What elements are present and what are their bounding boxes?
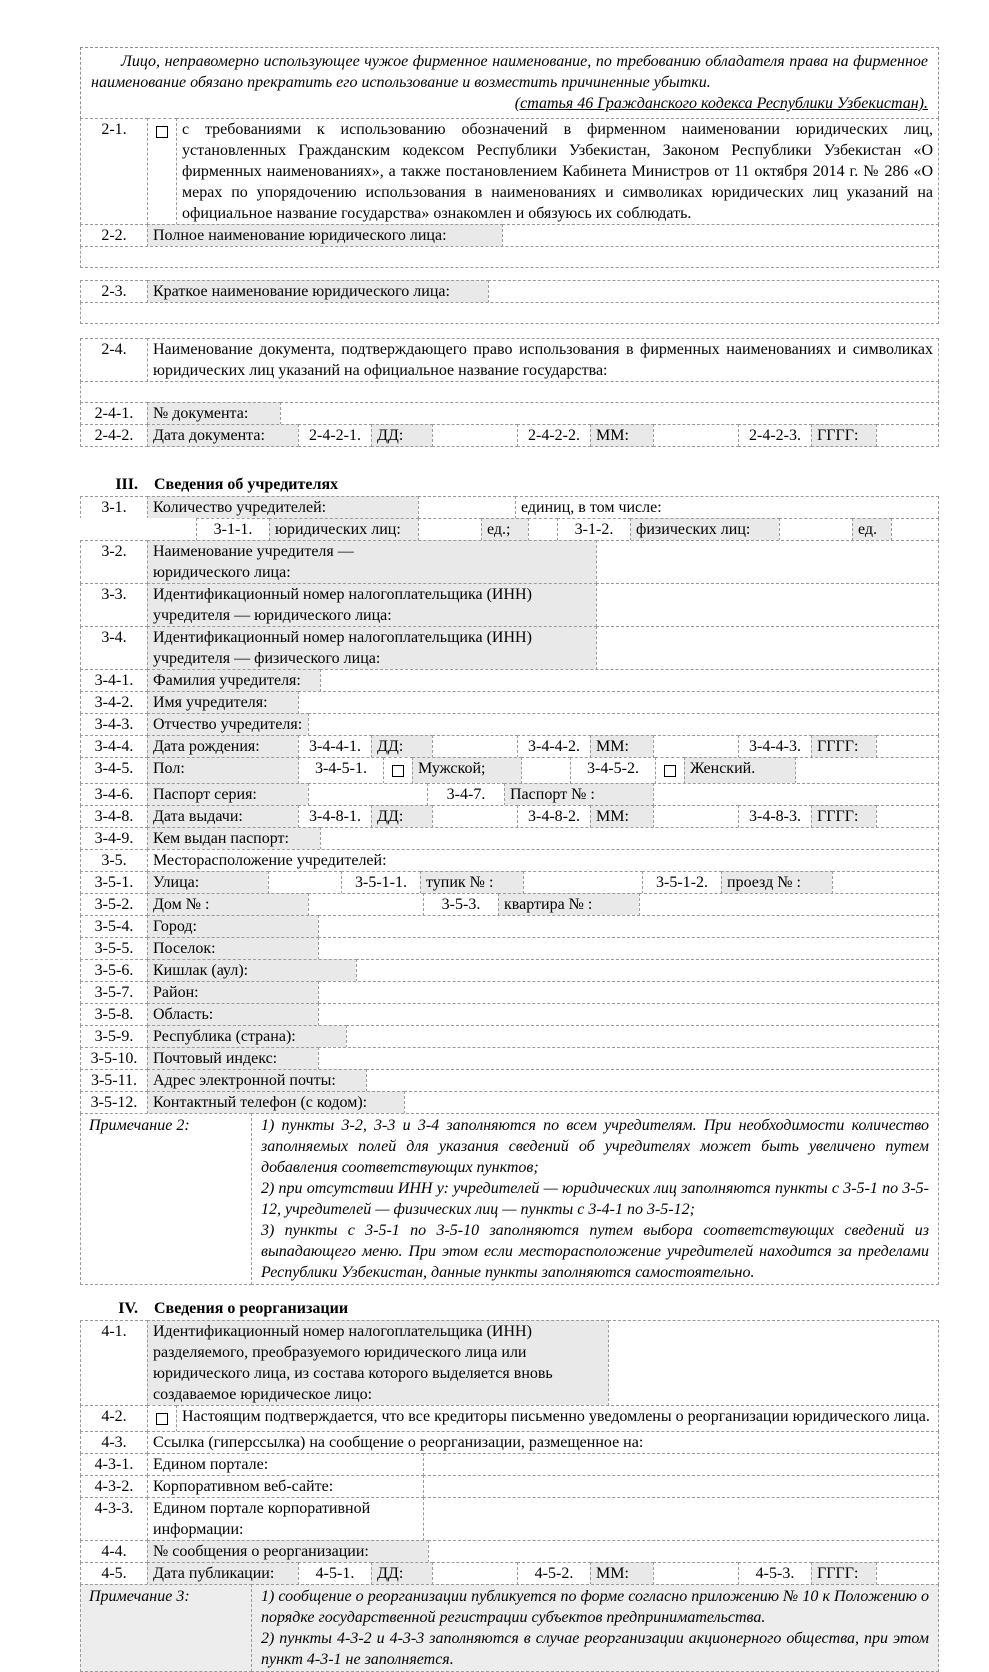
field-label: Дата рождения: <box>147 735 299 758</box>
sub-number: 3-4-5-1. <box>298 757 384 784</box>
row-number: 3-5-7. <box>80 981 148 1004</box>
form-row-3-5-12 <box>80 1091 939 1114</box>
row-number: 3-2. <box>80 540 148 584</box>
individuals-label: физических лиц: <box>630 518 780 541</box>
district-label: Район: <box>147 981 319 1004</box>
month-label: ММ: <box>590 805 654 828</box>
form-row-2-4-2 <box>80 424 939 447</box>
form-row-3-5-2 <box>80 893 939 916</box>
form-row-4-3-3 <box>80 1497 939 1541</box>
input-founder-firstname[interactable] <box>298 691 939 714</box>
input-full-name-line2[interactable] <box>80 246 939 268</box>
section-4-heading <box>80 1297 939 1320</box>
form-row-4-1 <box>80 1320 939 1406</box>
form-row-3-4-5 <box>80 757 939 784</box>
row-number: 3-1. <box>80 496 148 519</box>
sub-number: 2-4-2-2. <box>517 424 591 447</box>
row-number: 3-4-3. <box>80 713 148 736</box>
input-settlement[interactable] <box>318 937 939 960</box>
note-item: 2) пункты 4-3-2 и 4-3-3 заполняются в случае реорганизации акционерного общества, при этом пункт 4-3-1 не заполняется. <box>261 1630 929 1668</box>
year-label: ГГГГ: <box>811 735 877 758</box>
input-founder-patronymic[interactable] <box>308 713 939 736</box>
sub-number: 3-1-1. <box>196 518 270 541</box>
empty-cell <box>80 518 148 541</box>
country-label: Республика (страна): <box>147 1025 347 1048</box>
row-number: 3-4-5. <box>80 757 148 784</box>
input-single-portal-link[interactable] <box>423 1453 939 1476</box>
region-label: Область: <box>147 1003 319 1026</box>
sub-number: 4-5-3. <box>738 1562 812 1585</box>
form-row-4-3-1 <box>80 1453 939 1476</box>
row-number: 3-5-9. <box>80 1025 148 1048</box>
row-number: 3-5. <box>80 849 148 872</box>
corporate-info-portal-label: Едином портале корпоративной информации: <box>147 1497 424 1541</box>
form-row-3-5-6 <box>80 959 939 982</box>
input-founders-count[interactable] <box>418 496 516 519</box>
form-row-4-2 <box>80 1405 939 1432</box>
note-item: 3) пункты с 3-5-1 по 3-5-10 заполняются путем выбора соответствующих сведений из выпадающего меню. При этом если месторасположение учредителей находится за пределами Республики Узбекистан, данные пункты заполняются самостоятельно. <box>261 1222 929 1281</box>
sub-number: 3-4-4-1. <box>298 735 372 758</box>
field-label: Дата публикации: <box>147 1562 299 1585</box>
settlement-label: Поселок: <box>147 937 319 960</box>
sub-number: 3-4-8-3. <box>738 805 812 828</box>
input-issue-month[interactable] <box>653 805 739 828</box>
passport-series-label: Паспорт серия: <box>147 783 309 806</box>
day-label: ДД: <box>371 805 433 828</box>
row-number: 4-4. <box>80 1540 148 1563</box>
sub-number: 3-4-7. <box>427 783 505 806</box>
form-row-4-5 <box>80 1562 939 1585</box>
form-row-4-3-2 <box>80 1475 939 1498</box>
row-number: 3-4. <box>80 626 148 670</box>
form-row-2-1 <box>80 118 939 225</box>
input-full-name[interactable] <box>502 224 939 247</box>
input-founder-surname[interactable] <box>320 669 939 692</box>
female-checkbox[interactable] <box>655 757 685 784</box>
field-label: Идентификационный номер налогоплательщика (ИНН) разделяемого, преобразуемого юридического лица или юридического лица, из состава которого выделяется вновь создаваемое юридическое лицо: <box>147 1320 609 1406</box>
form-row-2-3 <box>80 280 939 303</box>
sub-number: 3-5-3. <box>423 893 499 916</box>
field-label: Имя учредителя: <box>147 691 299 714</box>
preamble-text: Лицо, неправомерно использующее чужое фирменное наименование, по требованию обладателя права на фирменное наименование обязано прекратить его использование и возместить причиненные убытки. <box>91 53 928 91</box>
section-4-block <box>80 1320 939 1672</box>
note-label: Примечание 2: <box>80 1113 252 1285</box>
row-number: 2-3. <box>80 280 148 303</box>
form-row-3-1 <box>80 496 939 519</box>
registration-form-document <box>80 47 939 1672</box>
input-passport-series[interactable] <box>308 783 428 806</box>
field-label: Дата выдачи: <box>147 805 299 828</box>
units-label: единиц, в том числе: <box>515 496 939 519</box>
input-issue-day[interactable] <box>432 805 518 828</box>
form-row-3-5-11 <box>80 1069 939 1092</box>
phone-label: Контактный телефон (с кодом): <box>147 1091 405 1114</box>
form-row-3-5-9 <box>80 1025 939 1048</box>
sub-number: 3-5-1-1. <box>341 871 421 894</box>
form-row-3-4-6 <box>80 783 939 806</box>
month-label: ММ: <box>590 424 654 447</box>
form-row-3-4-3 <box>80 713 939 736</box>
sub-number: 4-5-2. <box>517 1562 591 1585</box>
input-birth-day[interactable] <box>432 735 518 758</box>
house-label: Дом № : <box>147 893 309 916</box>
form-row-2-4 <box>80 338 939 382</box>
hyperlink-heading-label: Ссылка (гиперссылка) на сообщение о реорганизации, размещенное на: <box>147 1431 939 1454</box>
row-number: 3-5-10. <box>80 1047 148 1070</box>
input-postal-code[interactable] <box>318 1047 939 1070</box>
day-label: ДД: <box>371 1562 433 1585</box>
sub-number: 3-1-2. <box>557 518 631 541</box>
input-founder-legal-inn[interactable] <box>596 583 939 627</box>
label-line-2: юридического лица: <box>153 564 291 581</box>
section-3-heading <box>80 473 939 496</box>
form-row-3-5-1 <box>80 871 939 894</box>
sub-number: 3-4-5-2. <box>570 757 656 784</box>
row-number: 4-3-2. <box>80 1475 148 1498</box>
row-number: 3-4-4. <box>80 735 148 758</box>
input-publication-day[interactable] <box>432 1562 518 1585</box>
form-row-3-5-10 <box>80 1047 939 1070</box>
sub-number: 4-5-1. <box>298 1562 372 1585</box>
row-number: 4-5. <box>80 1562 148 1585</box>
input-doc-year[interactable] <box>876 424 939 447</box>
row-number: 3-4-8. <box>80 805 148 828</box>
input-house[interactable] <box>308 893 424 916</box>
input-short-name[interactable] <box>488 280 939 303</box>
year-label: ГГГГ: <box>811 805 877 828</box>
form-row-2-4-1 <box>80 402 939 425</box>
checkbox-icon <box>156 1413 168 1425</box>
city-label: Город: <box>147 915 319 938</box>
input-corporate-info-portal-link[interactable] <box>423 1497 939 1541</box>
location-heading-label: Месторасположение учредителей: <box>147 849 939 872</box>
form-row-3-5-5 <box>80 937 939 960</box>
street-label: Улица: <box>147 871 269 894</box>
row-number: 4-1. <box>80 1320 148 1406</box>
row-number: 3-5-2. <box>80 893 148 916</box>
acknowledge-checkbox[interactable] <box>147 118 177 225</box>
female-label: Женский. <box>684 757 796 784</box>
sub-number: 2-4-2-3. <box>738 424 812 447</box>
empty-cell <box>147 518 197 541</box>
form-row-4-4 <box>80 1540 939 1563</box>
preamble-citation: (статья 46 Гражданского кодекса Республики Узбекистан). <box>514 95 928 112</box>
year-label: ГГГГ: <box>811 1562 877 1585</box>
input-reorg-inn[interactable] <box>608 1320 939 1406</box>
checkbox-icon <box>392 765 404 777</box>
input-corporate-website-link[interactable] <box>423 1475 939 1498</box>
row-number: 3-3. <box>80 583 148 627</box>
row-number: 4-3-3. <box>80 1497 148 1541</box>
form-row-3-5-7 <box>80 981 939 1004</box>
sub-number: 3-4-4-3. <box>738 735 812 758</box>
input-street[interactable] <box>268 871 342 894</box>
field-label: Идентификационный номер налогоплательщика (ИНН) учредителя — физического лица: <box>147 626 597 670</box>
legal-entities-label: юридических лиц: <box>269 518 419 541</box>
male-checkbox[interactable] <box>383 757 413 784</box>
field-label <box>147 540 597 584</box>
field-label: Отчество учредителя: <box>147 713 309 736</box>
input-country[interactable] <box>346 1025 939 1048</box>
input-legal-entities-count[interactable] <box>418 518 482 541</box>
input-village[interactable] <box>356 959 939 982</box>
email-label: Адрес электронной почты: <box>147 1069 367 1092</box>
empty-cell <box>795 757 939 784</box>
section-2-block <box>80 47 939 268</box>
confirmation-text: Настоящим подтверждается, что все кредиторы письменно уведомлены о реорганизации юридического лица. <box>176 1405 939 1432</box>
row-number: 3-4-9. <box>80 827 148 850</box>
input-document-number[interactable] <box>280 402 939 425</box>
row-number: 3-4-2. <box>80 691 148 714</box>
form-row-3-5-4 <box>80 915 939 938</box>
note-label: Примечание 3: <box>80 1584 252 1672</box>
input-passport-number[interactable] <box>653 783 939 806</box>
input-birth-month[interactable] <box>653 735 739 758</box>
day-label: ДД: <box>371 424 433 447</box>
acknowledgement-text: с требованиями к использованию обозначений в фирменном наименовании юридических лиц, установленных Гражданским кодексом Республики Узбекистан, Законом Республики Узбекистан «О фирменных наименованиях», а также постановлением Кабинета Министров от 11 октября 2014 г. № 286 «О мерах по упорядочению использования в наименованиях и символиках юридических лиц указаний на официальное название государства» ознакомлен и обязуюсь их соблюдать. <box>176 118 939 225</box>
field-label: Фамилия учредителя: <box>147 669 321 692</box>
form-row-2-2-input <box>80 246 939 268</box>
spacer <box>80 447 939 473</box>
form-row-4-3 <box>80 1431 939 1454</box>
note-3 <box>80 1584 939 1672</box>
row-number: 2-1. <box>80 118 148 225</box>
sub-number: 3-4-8-1. <box>298 805 372 828</box>
row-number: 2-4-1. <box>80 402 148 425</box>
units-abbrev: ед. <box>852 518 892 541</box>
form-row-2-2 <box>80 224 939 247</box>
passage-label: проезд № : <box>721 871 833 894</box>
form-row-3-4-2 <box>80 691 939 714</box>
units-abbrev: ед.; <box>481 518 529 541</box>
empty-cell <box>528 518 558 541</box>
field-label: Кем выдан паспорт: <box>147 827 321 850</box>
preamble-note <box>80 47 939 119</box>
field-label: № документа: <box>147 402 281 425</box>
note-2 <box>80 1113 939 1285</box>
field-label: № сообщения о реорганизации: <box>147 1540 429 1563</box>
corporate-website-label: Корпоративном веб-сайте: <box>147 1475 424 1498</box>
input-passport-issuer[interactable] <box>320 827 939 850</box>
sub-number: 2-4-2-1. <box>298 424 372 447</box>
male-label: Мужской; <box>412 757 522 784</box>
row-2-4-block <box>80 338 939 447</box>
apartment-label: квартира № : <box>498 893 640 916</box>
label-line-1: Наименование учредителя — <box>153 543 354 560</box>
empty-cell <box>521 757 571 784</box>
input-district[interactable] <box>318 981 939 1004</box>
input-birth-year[interactable] <box>876 735 939 758</box>
spacer <box>80 1285 939 1297</box>
sub-number: 3-4-8-2. <box>517 805 591 828</box>
input-phone[interactable] <box>404 1091 939 1114</box>
field-label: Полное наименование юридического лица: <box>147 224 503 247</box>
row-number: 3-5-4. <box>80 915 148 938</box>
input-doc-day[interactable] <box>432 424 518 447</box>
form-row-3-4 <box>80 626 939 670</box>
row-number: 3-4-6. <box>80 783 148 806</box>
form-row-3-5-8 <box>80 1003 939 1026</box>
postal-code-label: Почтовый индекс: <box>147 1047 319 1070</box>
row-number: 2-4-2. <box>80 424 148 447</box>
input-region[interactable] <box>318 1003 939 1026</box>
form-row-3-3 <box>80 583 939 627</box>
checkbox-icon <box>156 126 168 138</box>
input-individuals-count[interactable] <box>779 518 853 541</box>
input-city[interactable] <box>318 915 939 938</box>
field-label: Идентификационный номер налогоплательщика (ИНН) учредителя — юридического лица: <box>147 583 597 627</box>
row-number: 3-5-12. <box>80 1091 148 1114</box>
form-row-3-1-1 <box>80 518 939 541</box>
row-number: 2-4. <box>80 338 148 382</box>
sub-number: 3-5-1-2. <box>642 871 722 894</box>
form-row-3-4-4 <box>80 735 939 758</box>
field-label: Наименование документа, подтверждающего право использования в фирменных наименованиях и символиках юридических лиц указаний на официальное название государства: <box>147 338 939 382</box>
input-doc-month[interactable] <box>653 424 739 447</box>
row-number: 4-3-1. <box>80 1453 148 1476</box>
input-founder-legal-name[interactable] <box>596 540 939 584</box>
passport-number-label: Паспорт № : <box>504 783 654 806</box>
row-number: 3-5-11. <box>80 1069 148 1092</box>
row-number: 3-5-5. <box>80 937 148 960</box>
spacer <box>80 268 939 280</box>
row-number: 4-3. <box>80 1431 148 1454</box>
note-body <box>251 1584 939 1672</box>
input-document-name[interactable] <box>80 381 939 403</box>
form-row-2-4-input <box>80 381 939 403</box>
month-label: ММ: <box>590 735 654 758</box>
year-label: ГГГГ: <box>811 424 877 447</box>
section-number: IV. <box>118 1300 138 1317</box>
form-row-3-4-1 <box>80 669 939 692</box>
input-email[interactable] <box>366 1069 939 1092</box>
section-title: Сведения об учредителях <box>154 476 339 493</box>
day-label: ДД: <box>371 735 433 758</box>
note-item: 1) пункты 3-2, 3-3 и 3-4 заполняются по всем учредителям. При необходимости количество заполняемых полей для указания сведений об учредителях может быть увеличено путем добавления соответствующих пунктов; <box>261 1117 929 1176</box>
row-number: 3-5-1. <box>80 871 148 894</box>
spacer <box>80 324 939 338</box>
row-number: 3-4-1. <box>80 669 148 692</box>
gender-label: Пол: <box>147 757 299 784</box>
row-number: 3-5-8. <box>80 1003 148 1026</box>
field-label: Краткое наименование юридического лица: <box>147 280 489 303</box>
input-founder-individual-inn[interactable] <box>596 626 939 670</box>
input-passage[interactable] <box>832 871 939 894</box>
month-label: ММ: <box>590 1562 654 1585</box>
sub-number: 3-4-4-2. <box>517 735 591 758</box>
input-issue-year[interactable] <box>876 805 939 828</box>
field-label: Дата документа: <box>147 424 299 447</box>
section-title: Сведения о реорганизации <box>154 1300 349 1317</box>
input-apartment[interactable] <box>639 893 939 916</box>
row-2-3-block <box>80 280 939 324</box>
input-publication-year[interactable] <box>876 1562 939 1585</box>
note-item: 2) при отсутствии ИНН у: учредителей — юридических лиц заполняются пункты с 3-5-1 по 3-5-12, учредителей — физических лиц — пункты с 3-4-1 по 3-5-12; <box>261 1180 929 1218</box>
single-portal-label: Едином портале: <box>147 1453 424 1476</box>
row-number: 2-2. <box>80 224 148 247</box>
note-item: 1) сообщение о реорганизации публикуется по форме согласно приложению № 10 к Положению о порядке государственной регистрации субъектов предпринимательства. <box>261 1588 929 1626</box>
section-3-block <box>80 496 939 1285</box>
input-dead-end[interactable] <box>523 871 643 894</box>
form-row-3-4-8 <box>80 805 939 828</box>
input-publication-month[interactable] <box>653 1562 739 1585</box>
checkbox-icon <box>664 765 676 777</box>
row-number: 4-2. <box>80 1405 148 1432</box>
creditors-notified-checkbox[interactable] <box>147 1405 177 1432</box>
note-body <box>251 1113 939 1285</box>
dead-end-label: тупик № : <box>420 871 524 894</box>
row-number: 3-5-6. <box>80 959 148 982</box>
section-number: III. <box>115 476 138 493</box>
village-label: Кишлак (аул): <box>147 959 357 982</box>
form-row-2-3-input <box>80 302 939 324</box>
form-row-3-5 <box>80 849 939 872</box>
form-row-3-4-9 <box>80 827 939 850</box>
input-short-name-line2[interactable] <box>80 302 939 324</box>
input-reorg-message-number[interactable] <box>428 1540 939 1563</box>
form-row-3-2 <box>80 540 939 584</box>
empty-cell <box>891 518 939 541</box>
field-label: Количество учредителей: <box>147 496 419 519</box>
